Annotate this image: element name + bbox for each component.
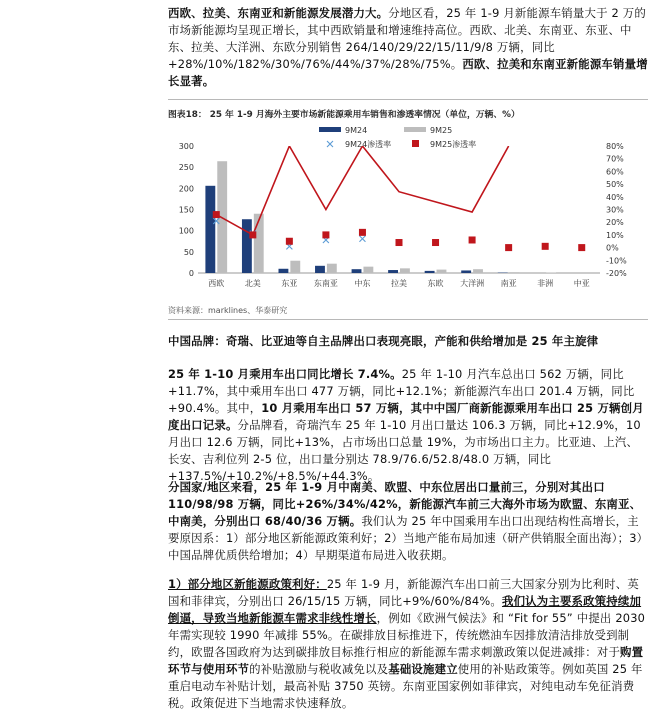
p1-text-1: 25 年 1-10 月汽车总出口 562 万辆，同比+11.7%，其中乘用车出口 477 万辆，同比+12.1%；新能源汽车出口 201.4 万辆，同比+90.4%。其中， [168, 367, 634, 415]
y-left-tick-label: 250 [179, 163, 194, 172]
legend-swatch [412, 140, 419, 147]
x-tick-label: 东欧 [428, 278, 444, 288]
bar-9m24 [205, 186, 215, 273]
y-left-tick-label: 100 [179, 227, 194, 236]
marker-9m25-penetration [396, 239, 403, 246]
bar-9m25 [473, 269, 483, 273]
y-right-tick-label: -20% [606, 269, 627, 278]
p1-bold-1: 25 年 1-10 月乘用车出口同比增长 7.4%。 [168, 367, 402, 381]
p3-bold-underline: 我们认为主要系政策持续加倒逼，导致当地新能源车需求非线性增长 [168, 594, 641, 625]
y-left-tick-label: 150 [179, 206, 194, 215]
bar-9m25 [510, 272, 520, 273]
y-left-tick-label: 200 [179, 184, 194, 193]
bar-9m24 [315, 266, 325, 273]
y-right-tick-label: 0% [606, 244, 619, 253]
y-right-tick-label: 40% [606, 193, 624, 202]
marker-9m25-penetration [578, 244, 585, 251]
y-left-tick-label: 300 [179, 142, 194, 151]
intro-bold-prefix: 西欧、拉美、东南亚和新能源发展潜力大。 [168, 6, 388, 20]
paragraph-exports [168, 366, 648, 485]
marker-9m25-penetration [359, 229, 366, 236]
p3-bold-3: 基础设施建立 [388, 662, 458, 676]
marker-9m25-penetration [249, 231, 256, 238]
marker-9m25-penetration [286, 238, 293, 245]
x-tick-label: 南亚 [501, 278, 517, 288]
y-right-tick-label: -10% [606, 256, 627, 265]
bar-9m25 [437, 270, 447, 273]
chart-bars [205, 161, 556, 273]
figure-source: 资料来源：marklines、华泰研究 [168, 305, 287, 316]
legend-label: 9M24渗透率 [345, 139, 391, 149]
p2-text-1: 我们认为 25 年中国乘用车出口出现结构性高增长，主要原因系：1）部分地区新能源政策利好；2）当地产能布局加速（研产供销服全面出海）；3）中国品牌优质供给增加；4）早期渠道布局进入收获期。 [168, 514, 643, 562]
bar-9m25 [363, 267, 373, 273]
x-tick-label: 非洲 [537, 278, 553, 288]
bar-9m25 [400, 268, 410, 273]
x-tick-label: 东亚 [281, 278, 297, 288]
y-right-tick-label: 10% [606, 231, 624, 240]
p3-bold-2: 购置环节与使用环节 [168, 645, 643, 676]
p1-text-2: 分品牌看，奇瑞汽车 25 年 1-10 月出口量达 106.3 万辆，同比+12.9%，10 月出口 12.6 万辆，同比+13%，占市场出口总量 19%，为市场出口主力。比亚迪、上汽、长安、吉利位列 2-5 位，出口量分别达 78.9/76.6/52.8/48.0 万辆，同比+137.5%/+10.2%/+8.5%/+44.3%。 [168, 418, 641, 483]
x-tick-label: 中东 [354, 278, 370, 288]
x-tick-label: 拉美 [391, 278, 407, 288]
intro-text: 分地区看，25 年 1-9 月新能源车销量大于 2 万的市场新能源均呈现正增长，其中西欧销量和增速维持高位。西欧、北美、东南亚、东亚、中东、拉美、大洋洲、东欧分别销售 264/140/29/22/15/11/9/8 万辆，同比+28%/10%/182%/30%/76%/44%/37%/28%/75%。 [168, 6, 646, 71]
bar-9m24 [461, 270, 471, 273]
bar-9m25 [327, 264, 337, 273]
y-right-tick-label: 60% [606, 167, 624, 176]
x-tick-label: 中亚 [574, 278, 590, 288]
figure-title: 图表18： 25 年 1-9 月海外主要市场新能源乘用车销售和渗透率情况（单位，万辆、%） [168, 107, 520, 120]
legend-label: 9M24 [345, 126, 367, 135]
marker-9m25-penetration [432, 239, 439, 246]
intro-bold-suffix: 西欧、拉美和东南亚新能源车销量增长显著。 [168, 57, 648, 88]
x-tick-label: 东南亚 [314, 278, 338, 288]
bar-9m25 [254, 214, 264, 273]
p3-text-4: 使用的补贴政策等。例如英国 25 年重启电动车补贴计划，最高补贴 3750 英镑。东南亚国家例如菲律宾，对纯电动车免征消费税。政策促进下当地需求快速释放。 [168, 662, 643, 710]
legend-swatch [404, 127, 426, 132]
p3-text-2: ，例如《欧洲气候法》和 “Fit for 55” 中提出 2030 年需实现较 1990 年减排 55%。在碳排放目标推进下，传统燃油车因排放清洁排放受到制约，欧盟各国政府为达到碳排放目标推行相应的新能源车需求刺激政策以促进减排：对于 [168, 611, 645, 659]
x-tick-label: 西欧 [208, 278, 224, 288]
y-right-tick-label: 20% [606, 218, 624, 227]
figure-top-rule [168, 99, 648, 100]
x-tick-label: 大洋洲 [460, 278, 484, 288]
figure-bottom-rule [168, 319, 648, 320]
y-right-tick-label: 80% [606, 142, 624, 151]
legend-swatch [327, 141, 333, 147]
y-right-tick-label: 30% [606, 206, 624, 215]
p3-bold-1: 1）部分地区新能源政策利好： [168, 577, 327, 591]
y-right-tick-label: 70% [606, 155, 624, 164]
chart-markers [213, 211, 585, 251]
paragraph-regions [168, 479, 648, 564]
p2-bold-1: 分国家/地区来看，25 年 1-9 月中南美、欧盟、中东位居出口量前三，分别对其出口 110/98/98 万辆，同比+26%/34%/42%，新能源汽车前三大海外市场为欧盟、东南亚、中南美，分别出口 68/40/36 万辆。 [168, 480, 641, 528]
y-left-tick-label: 50 [184, 248, 194, 257]
section-heading: 中国品牌：奇瑞、比亚迪等自主品牌出口表现亮眼，产能和供给增加是 25 年主旋律 [168, 333, 648, 350]
x-tick-label: 北美 [245, 278, 261, 288]
bar-9m24 [388, 270, 398, 273]
p1-bold-2: 10 月乘用车出口 57 万辆，其中中国厂商新能源乘用车出口 25 万辆创月度出口记录。 [168, 401, 644, 432]
bar-9m24 [352, 269, 362, 273]
marker-9m25-penetration [469, 236, 476, 243]
p3-text-3: 的补贴激励与税收减免以及 [249, 662, 388, 676]
bar-9m24 [278, 269, 288, 273]
bar-9m24 [425, 271, 435, 273]
bar-9m24 [242, 219, 252, 273]
y-left-tick-label: 0 [189, 269, 194, 278]
paragraph-policy [168, 576, 648, 712]
bar-9m25 [290, 261, 300, 273]
intro-paragraph [168, 5, 648, 90]
y-right-tick-label: 50% [606, 180, 624, 189]
marker-9m25-penetration [322, 231, 329, 238]
legend-label: 9M25 [430, 126, 452, 135]
p3-text-1: 25 年 1-9 月，新能源汽车出口前三大国家分别为比利时、英国和菲律宾，分别出口 26/15/15 万辆，同比+9%/60%/84%。 [168, 577, 639, 608]
chart-sales-penetration [168, 120, 648, 302]
marker-9m25-penetration [542, 243, 549, 250]
legend-label: 9M25渗透率 [430, 139, 476, 149]
marker-9m25-penetration [213, 211, 220, 218]
marker-9m24-penetration [359, 236, 365, 242]
chart-legend [319, 126, 476, 149]
legend-swatch [319, 127, 341, 132]
marker-9m25-penetration [505, 244, 512, 251]
